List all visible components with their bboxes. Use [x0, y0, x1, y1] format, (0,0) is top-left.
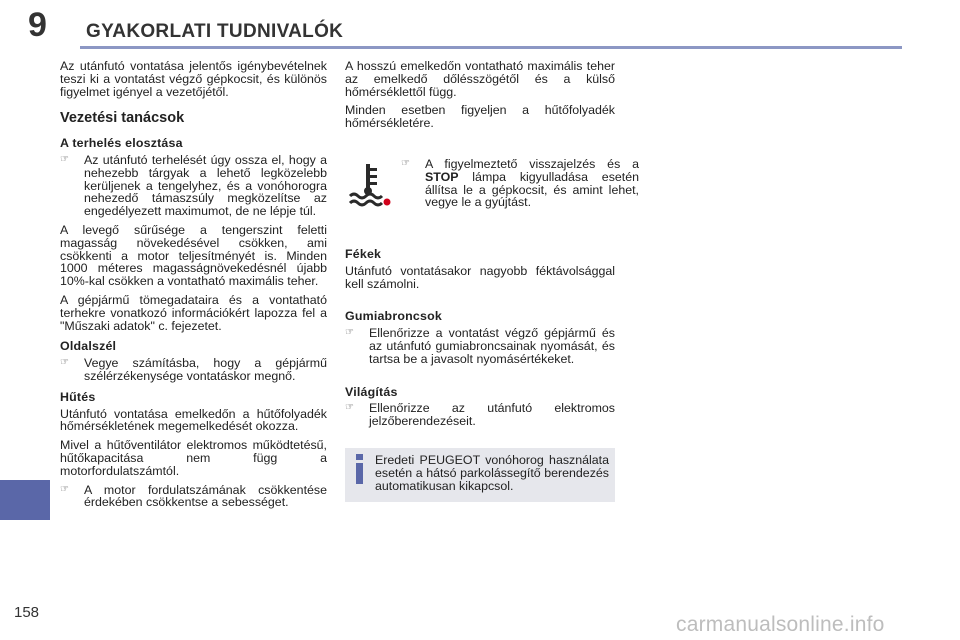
chapter-side-tab: [0, 480, 50, 520]
tyres-heading: Gumiabroncsok: [345, 309, 442, 324]
warning-text-pre: A figyelmeztető visszajelzés és a: [425, 156, 639, 171]
pointing-hand-icon: ☞: [60, 357, 69, 369]
list-item: [60, 154, 327, 218]
lighting-heading: Világítás: [345, 384, 398, 399]
pointing-hand-icon: ☞: [60, 153, 69, 165]
list-item: [60, 357, 327, 383]
load-distribution-heading: A terhelés elosztása: [60, 136, 183, 151]
section-title: Vezetési tanácsok: [60, 110, 185, 127]
cooling-paragraph-2: Mivel a hűtőventilátor elektromos működtetésű, hűtőkapacitása nem függ a motorfordulatszámtól.: [60, 438, 327, 478]
pointing-hand-icon: ☞: [401, 157, 410, 169]
crosswind-heading: Oldalszél: [60, 339, 117, 354]
brakes-paragraph: Utánfutó vontatásakor nagyobb féktávolsággal kell számolni.: [345, 263, 615, 291]
load-bullet-text: Az utánfutó terhelését úgy ossza el, hogy a nehezebb tárgyak a lehető legközelebb kerüljenek a tengelyhez, és a vonóhorogra nehezedő támaszsúly megközelítse az engedélyezett maximumot, de ne lépje túl.: [84, 152, 327, 219]
right-column: [345, 59, 639, 502]
list-item: [345, 327, 615, 365]
pointing-hand-icon: ☞: [60, 483, 69, 495]
intro-paragraph: Az utánfutó vontatása jelentős igénybevételnek teszi ki a vontatást végző gépkocsit, és különös figyelmet igényel a vezetőjétől.: [60, 59, 327, 99]
weights-reference-paragraph: A gépjármű tömegadataira és a vontatható terhekre vonatkozó információkért lapozza fel a "Műszaki adatok" c. fejezetet.: [60, 292, 327, 333]
cooling-bullet-text: A motor fordulatszámának csökkentése érdekében csökkentse a sebességet.: [84, 482, 327, 510]
page-number: 158: [14, 604, 40, 621]
left-column: [60, 60, 327, 515]
list-item: [401, 158, 639, 209]
air-density-paragraph: A levegő sűrűsége a tengerszint feletti magasság növekedésével csökken, ami csökkenti a motor teljesítményét is. Minden 1000 méteres magasságnövekedésnél újabb 10%-kal csökken a vontatható maximális teher.: [60, 222, 327, 289]
chapter-number: 9: [28, 6, 47, 44]
stop-label: STOP: [425, 169, 459, 184]
list-item: [60, 484, 327, 510]
tyres-bullet-text: Ellenőrizze a vontatást végző gépjármű és az utánfutó gumiabroncsainak nyomását, és tartsa be a javasolt nyomásértékeket.: [369, 326, 615, 366]
pointing-hand-icon: ☞: [345, 327, 354, 339]
crosswind-bullet-text: Vegye számításba, hogy a gépjármű szélérzékenysége vontatáskor megnő.: [84, 356, 327, 383]
info-box: [345, 448, 615, 502]
chapter-title: GYAKORLATI TUDNIVALÓK: [86, 21, 344, 42]
watermark: carmanualsonline.info: [676, 613, 885, 636]
lighting-bullet-text: Ellenőrizze az utánfutó elektromos jelzőberendezéseit.: [369, 401, 615, 429]
warning-text-post: lámpa kigyulladása esetén állítsa le a gépkocsit, és amint lehet, vegye le a gyújtást.: [425, 169, 639, 210]
header-rule: [80, 46, 902, 49]
slope-paragraph-1: A hosszú emelkedőn vontatható maximális teher az emelkedő dőlésszögétől és a külső hőmérséklettől függ.: [345, 59, 615, 99]
coolant-temperature-warning-icon: [345, 160, 393, 208]
pointing-hand-icon: ☞: [345, 402, 354, 414]
info-icon: [353, 454, 367, 484]
brakes-heading: Fékek: [345, 246, 382, 261]
slope-paragraph-2: Minden esetben figyeljen a hűtőfolyadék hőmérsékletére.: [345, 103, 615, 131]
cooling-heading: Hűtés: [60, 389, 96, 404]
warning-block: [345, 156, 639, 240]
info-text: Eredeti PEUGEOT vonóhorog használata esetén a hátsó parkolássegítő berendezés automatikusan kikapcsol.: [375, 452, 609, 493]
cooling-paragraph-1: Utánfutó vontatása emelkedőn a hűtőfolyadék hőmérsékletének megemelkedését okozza.: [60, 406, 327, 434]
list-item: [345, 402, 615, 428]
